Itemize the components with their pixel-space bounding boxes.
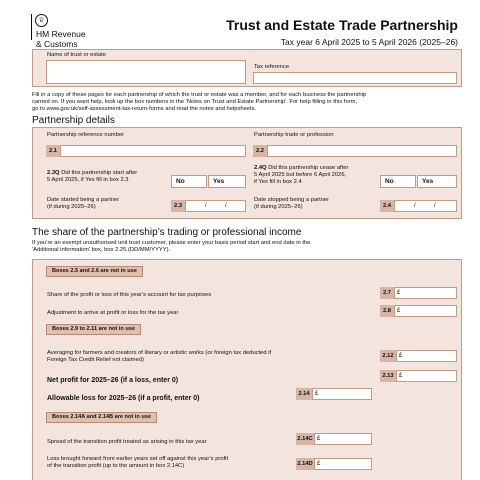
q23-number: 2.3Q [47, 170, 60, 176]
loss-brought-forward-label [47, 456, 228, 470]
date-stopped-field[interactable] [394, 200, 457, 212]
intro-line-3: go to www.gov.uk/self-assessment-tax-return-forms and read the notes and helpsheets. [32, 106, 257, 112]
not-in-use-note-1: Boxes 2.5 and 2.6 are not in use [46, 266, 143, 277]
partnership-trade-field[interactable] [267, 145, 457, 157]
intro-text [32, 92, 472, 113]
not-in-use-note-3: Boxes 2.14A and 2.14B are not in use [46, 412, 157, 423]
page-subtitle: Tax year 6 April 2025 to 5 April 2026 (2025–26) [280, 37, 458, 47]
crest-icon: ♕ [35, 14, 48, 27]
box-number-2-8: 2.8 [380, 305, 394, 317]
page-title: Trust and Estate Trade Partnership [226, 17, 458, 33]
box-number-2-3: 2.3 [171, 200, 185, 212]
averaging-line-1: Averaging for farmers and creators of literary or artistic works (or foreign tax deducted if [47, 350, 272, 356]
q23-yes-option[interactable]: Yes [208, 175, 246, 188]
tax-reference-label: Tax reference [254, 64, 290, 70]
date-stopped-label [254, 197, 329, 211]
trust-name-field[interactable] [46, 60, 246, 84]
partnership-trade-label: Partnership trade or profession [254, 132, 334, 138]
loss-bf-line-2: of the transition profit (up to the amount in box 2.14C) [47, 463, 185, 469]
q24-yes-option[interactable]: Yes [417, 175, 457, 188]
share-intro [32, 240, 472, 254]
q24-text-2: 5 April 2025 but before 6 April 2026, [254, 172, 347, 178]
q24-number: 2.4Q [254, 165, 267, 171]
trust-name-label: Name of trust or estate [47, 52, 106, 58]
date-started-field[interactable] [185, 200, 246, 212]
box-number-2-13: 2.13 [380, 370, 396, 382]
pound-sign: £ [397, 290, 401, 296]
date-stopped-line-2: (if during 2025–26) [254, 204, 303, 210]
intro-line-2: carried on. If you want help, look up the box numbers in the 'Notes on Trust and Estate Partnership'. For help filling in this form, [32, 99, 358, 105]
box-number-2-2: 2.2 [253, 145, 267, 157]
pound-sign: £ [399, 353, 403, 359]
date-stopped-slash-2: / [434, 203, 436, 209]
q24-no-option[interactable]: No [380, 175, 416, 188]
adjustment-field[interactable] [394, 305, 457, 317]
adjustment-label: Adjustment to arrive at profit or loss for the tax year [47, 310, 179, 316]
box-number-2-12: 2.12 [380, 350, 396, 362]
box-number-2-1: 2.1 [46, 145, 60, 157]
share-profit-label: Share of the profit or loss of this year’s account for tax purposes [47, 292, 212, 298]
averaging-label [47, 350, 271, 364]
share-intro-line-2: 'Additional information' box, box 2.25 (DD/MM/YYYY). [32, 247, 171, 253]
net-profit-field[interactable] [396, 370, 457, 382]
transition-spread-field[interactable] [314, 433, 372, 445]
allowable-loss-field[interactable] [312, 388, 372, 400]
partnership-ref-label: Partnership reference number [47, 132, 125, 138]
logo-divider [31, 14, 32, 40]
pound-sign: £ [317, 461, 321, 467]
partnership-ref-field[interactable] [60, 145, 246, 157]
org-line-1: HM Revenue [36, 29, 86, 39]
date-started-label [47, 197, 119, 211]
box-number-2-4: 2.4 [380, 200, 394, 212]
averaging-field[interactable] [396, 350, 457, 362]
loss-bf-line-1: Loss brought forward from earlier years set off against this year’s profit [47, 456, 229, 462]
transition-spread-label: Spread of the transition profit treated as arising in this tax year [47, 439, 207, 445]
allowable-loss-label: Allowable loss for 2025–26 (if a profit, enter 0) [47, 395, 200, 402]
box-number-2-7: 2.7 [380, 287, 394, 299]
pound-sign: £ [317, 436, 321, 442]
pound-sign: £ [397, 308, 401, 314]
not-in-use-note-2: Boxes 2.9 to 2.11 are not in use [46, 324, 141, 335]
averaging-line-2: Foreign Tax Credit Relief not claimed) [47, 357, 144, 363]
date-stopped-slash-1: / [414, 203, 416, 209]
pound-sign: £ [315, 391, 319, 397]
q23-no-option[interactable]: No [171, 175, 207, 188]
q23-text-1: Did this partnership start after [59, 170, 138, 176]
share-intro-line-1: If you’re an exempt unauthorised unit trust customer, please enter your basis period start and end date in the [32, 240, 311, 246]
q23-text-2: 5 April 2025, if Yes fill in box 2.3 [47, 177, 129, 183]
intro-line-1: Fill in a copy of these pages for each partnership of which the trust or estate was a member, and for each business the partnership [32, 92, 367, 98]
partnership-details-heading: Partnership details [32, 115, 115, 126]
loss-brought-forward-field[interactable] [314, 458, 372, 470]
hmrc-logo [36, 29, 86, 49]
q24-text-3: if Yes fill in box 2.4 [254, 179, 302, 185]
org-line-2: & Customs [36, 39, 78, 49]
pound-sign: £ [399, 373, 403, 379]
share-profit-field[interactable] [394, 287, 457, 299]
q23-label [47, 170, 167, 184]
q24-label [254, 165, 384, 186]
box-number-2-14: 2.14 [296, 388, 312, 400]
share-section-heading: The share of the partnership’s trading or professional income [32, 227, 302, 238]
net-profit-label: Net profit for 2025–26 (if a loss, enter 0) [47, 377, 179, 384]
date-started-line-1: Date started being a partner [47, 197, 120, 203]
date-started-line-2: (if during 2025–26) [47, 204, 96, 210]
box-number-2-14d: 2.14D [296, 458, 314, 470]
q24-text-1: Did this partnership cease after [266, 165, 349, 171]
tax-reference-field[interactable] [253, 72, 457, 84]
date-started-slash-2: / [225, 203, 227, 209]
date-started-slash-1: / [205, 203, 207, 209]
box-number-2-14c: 2.14C [296, 433, 314, 445]
date-stopped-line-1: Date stopped being a partner [254, 197, 330, 203]
